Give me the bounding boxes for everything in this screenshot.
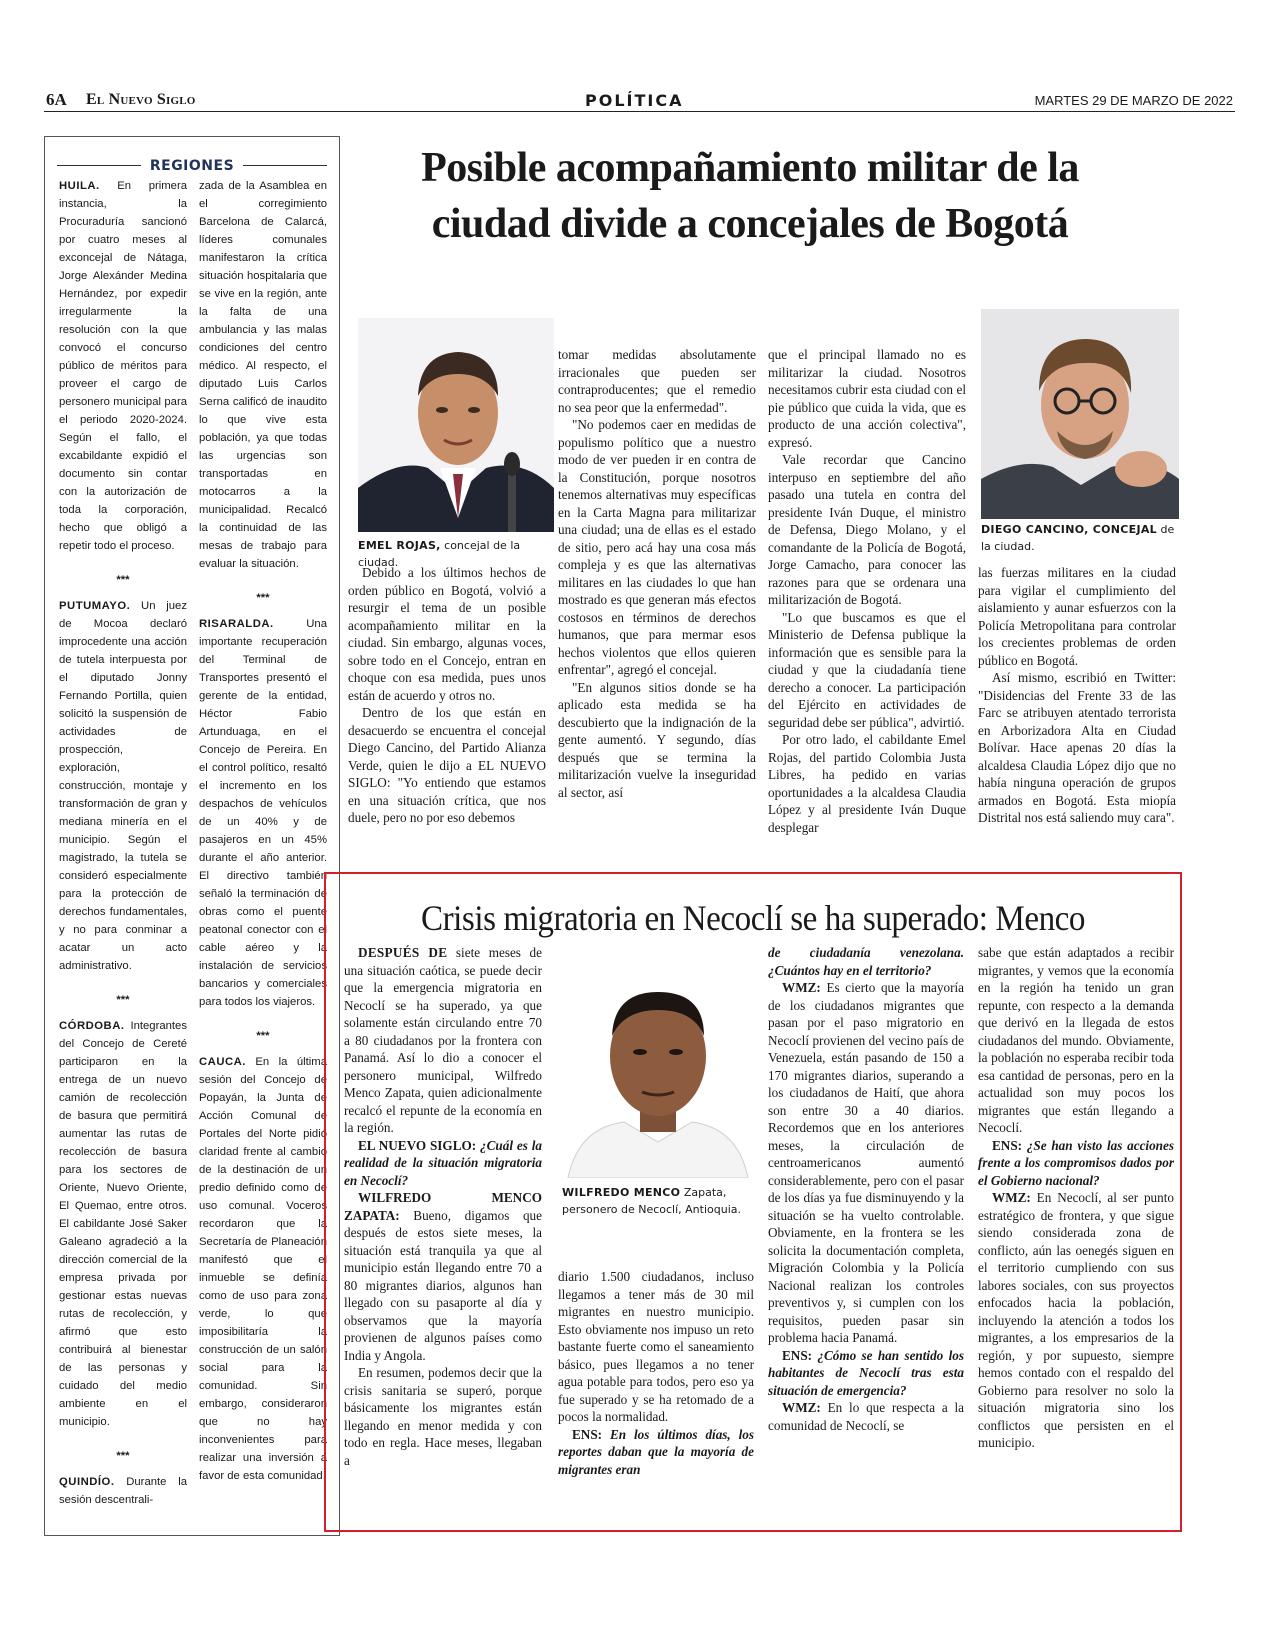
brief-cauca [199,1053,327,1485]
paragraph: Así mismo, escribió en Twitter: "Disidencias del Frente 33 de las Farc se atribuyen atentado terrorista en Arborizadora Alta en Ciudad Bolívar. Hace apenas 20 días la alcaldesa Claudia López dijo que no había ninguna operación de grupos armados en Bogotá. Esta miopía Distrital nos está saliendo muy cara". [978,670,1176,825]
sidebar-column-1 [59,177,187,1519]
speaker: ENS: [782,1347,813,1363]
question-text: ¿Cómo se han sentido los habitantes de Necoclí tras esta situación de emergencia? [768,1347,964,1398]
page-number: 6A [46,90,67,109]
caption-text: de la ciudad. [981,523,1175,553]
article2-column-3 [768,944,964,1434]
brief-quindio [59,1473,187,1509]
paragraph: diario 1.500 ciudadanos, incluso llegamos a tener más de 30 mil migrantes en nuestro municipio. Esto obviamente nos impuso un reto bastante fuerte como el saneamiento básico, pues llegamos a no tener agua potable para todos, pero eso ya fue superado y se ha retomado de a pocos la normalidad. [558,1269,754,1424]
answer-text: En Necoclí, al ser punto estratégico de frontera, y que sigue siendo considerada zona de conflicto, aún las oenegés siguen en el territorio cumpliendo con sus labores sociales, con sus proyectos enfocados hacia la población, incluyendo la atención a todos los migrantes, a los empresarios de la región, y por supuesto, siempre hemos contado con el respaldo del Gobierno para resolver no solo la situación migratoria sino los conflictos que persisten en el municipio. [978,1190,1174,1450]
necocli-article-box [324,872,1182,1532]
newspaper-name: El Nuevo Siglo [86,91,196,108]
paragraph: que el principal llamado no es militarizar la ciudad. Nosotros necesitamos cubrir esta ciudad con el pie público que cuida la vida, que es producto de una acción colectiva", expresó. [768,347,966,450]
paragraph: Por otro lado, el cabildante Emel Rojas, del partido Colombia Justa Libres, ha pedido en varias oportunidades a la alcaldesa Claudia López y al presidente Iván Duque desplegar [768,732,966,835]
speaker: WMZ: [782,1400,821,1415]
brief-text: Una importante recuperación del Terminal de Transportes presentó el gerente de la entidad, Héctor Fabio Artunduaga, en el Concejo de Pereira. En el control político, resaltó el incremento en los despachos de vehículos de un 40% y de pasajeros en un 45% durante el año anterior. El directivo también señaló la terminación de obras como el puente peatonal conector con el cable aéreo y la instalación de servicios bancarios y comerciales para todos los viajeros. [199,618,327,1008]
caption-name: EMEL ROJAS, [358,539,441,552]
photo-caption-menco [562,1184,762,1218]
speaker: WILFREDO MENCO ZAPATA: [344,1190,542,1223]
caption-text: Zapata, personero de Necoclí, Antioquia. [562,1186,741,1216]
speaker: ENS: [572,1426,603,1442]
brief-putumayo [59,597,187,975]
article2-column-2 [558,1268,754,1478]
speaker: EL NUEVO SIGLO: [358,1137,477,1153]
article2-column-1 [344,944,542,1469]
article1-column-3 [768,346,966,836]
diego-cancino-photo [981,309,1179,519]
question [344,1137,542,1190]
paragraph: Dentro de los que están en desacuerdo se encuentra el concejal Diego Cancino, del Partido Alianza Verde, quien le dijo a EL NUEVO SIGLO: "Yo entiendo que estamos en una situación crítica, que nos duele, pero no por eso debemos [348,705,546,825]
answer [768,1399,964,1434]
question-text: ¿Se han visto las acciones frente a los compromisos dados por el Gobierno nacional? [978,1137,1174,1188]
question [768,1347,964,1400]
section-title: POLÍTICA [585,91,684,110]
answer [344,1189,542,1364]
sidebar-title: REGIONES [149,158,235,174]
issue-date: MARTES 29 DE MARZO DE 2022 [1034,93,1233,108]
brief-quindio-continued: zada de la Asamblea en el corregimiento Barcelona de Calarcá, líderes comunales manifestaron la crítica situación hospitalaria que se vive en la región, ante la falta de una ambulancia y las malas condiciones del centro médico. Al respecto, el diputado Luis Carlos Serna calificó de inaudito lo que vive esta población, ya que todas las urgencias son transportadas en motocarros a la municipalidad. Recalcó la continuidad de las mesas de trabajo para evaluar la situación. [199,180,327,570]
region-label: CAUCA. [199,1056,246,1068]
region-label: QUINDÍO. [59,1476,115,1488]
speaker: WMZ: [782,980,821,995]
region-label: RISARALDA. [199,618,274,630]
answer [978,1189,1174,1452]
separator: *** [256,1030,270,1042]
question [978,1137,1174,1190]
portrait-image [558,952,758,1178]
article1-column-4 [978,564,1176,827]
article1-column-1 [348,564,546,827]
speaker: ENS: [992,1137,1023,1153]
paragraph: sabe que están adaptados a recibir migrantes, y vemos que la economía en la región ha tenido un gran repunte, con respecto a la demanda que derivó en la llegada de estos ciudadanos del mundo. Obviamente, la población no esperaba recibir toda esa cantidad de personas, pero en la actualidad son muy pocos los migrantes que están llegando a Necoclí. [978,945,1174,1135]
necocli-headline: Crisis migratoria en Necoclí se ha superado: Menco [420,898,1086,938]
paragraph-text: siete meses de una situación caótica, se puede decir que la emergencia migratoria en Necoclí se ha superado, ya que solamente están circulando entre 70 a 80 ciudadanos por la frontera con Panamá. Así lo dio a conocer el personero municipal, Wilfredo Menco Zapata, quien adicionalmente recalcó el repunte de la economía en la región. [344,945,543,1135]
region-label: PUTUMAYO. [59,600,131,612]
emel-rojas-photo [358,318,554,532]
brief-text: Un juez de Mocoa declaró improcedente una acción de tutela interpuesta por el diputado Jonny Fernando Portilla, quien solicitó la suspensión de actividades de prospección, exploración, construcción, montaje y transformación de gran y mediana minería en el municipio. Según el magistrado, la tutela se consideró especialmente para la protección de derechos fundamentales, y no para conminar a acatar un acto administrativo. [59,600,187,972]
article2-column-4 [978,944,1174,1452]
question-continued: de ciudadanía venezolana. ¿Cuántos hay en el territorio? [768,945,964,978]
paragraph: "No podemos caer en medidas de populismo político que a nuestro modo de ver pueden ir en contra de la Constitución, porque nosotros tenemos alternativas muy específicas en la Carta Magna para militarizar una ciudad; una de ellas es el estado de sitio, pero acá hay una cosa más compleja y es que las alternativas militares en las ciudades lo que han mostrado es que generan más efectos costosos en términos de derechos humanos, que para mermar esos hechos violentos que ellos quieren enfrentar", agregó el concejal. [558,417,756,677]
answer-text: Es cierto que la mayoría de los ciudadanos migrantes que pasan por el paso migratorio en Necoclí provienen del vecino país de Venezuela, están pasando de 150 a 170 migrantes diarios, superando a los ciudadanos de Haití, que ahora son entre 30 a 40 diarios. Recordemos que en los anteriores meses, la circulación de centroamericanos aumentó considerablemente, pero con el pasar de los días ya fue disminuyendo y la situación se ha vuelto controlable. Obviamente, en la frontera se les solicita la documentación completa, Migración Colombia y la Policía Nacional realizan los controles preventivos y, si cumplen con los requisitos, pueden pasar sin problema hacia Panamá. [768,980,964,1345]
main-headline: Posible acompañamiento militar de la ciudad divide a concejales de Bogotá [421,145,1079,247]
paragraph: Vale recordar que Cancino interpuso en septiembre del año pasado una tutela en contra del presidente Iván Duque, el ministro de Defensa, Diego Molano, y el comandante de la Policía de Bogotá, Jorge Camacho, para conocer las razones para que se ordenara una militarización de Bogotá. [768,452,966,607]
article1-column-2 [558,346,756,801]
header-rule [44,111,1235,112]
region-label: CÓRDOBA. [59,1020,125,1032]
separator: *** [256,592,270,604]
lead-words: DESPUÉS DE [358,945,448,960]
sidebar-column-2 [199,177,327,1495]
brief-risaralda [199,615,327,1011]
brief-cordoba [59,1017,187,1431]
brief-text: En primera instancia, la Procuraduría sancionó por cuatro meses al exconcejal de Nátaga, Jorge Alexánder Medina Hernández, por expedir irregularmente la resolución con la que convocó el concurso público de méritos para proveer el cargo de personero municipal para el periodo 2020-2024. Según el fallo, el excabildante expidió el documento sin contar con la autorización de toda la corporación, hecho que obligó a repetir todo el proceso. [59,180,187,552]
region-label: HUILA. [59,180,100,192]
answer-text: En lo que respecta a la comunidad de Necoclí, se [768,1400,964,1433]
portrait-image [981,309,1179,519]
question-text: En los últimos días, los reportes daban que la mayoría de migrantes eran [558,1426,754,1477]
separator: *** [116,574,130,586]
brief-text: Integrantes del Concejo de Cereté participaron en la entrega de un nuevo camión de recolección de basura que permitirá aumentar las rutas de recolección de basura para los sectores de Oriente, Nuevo Oriente, El Quemao, entre otros. El cabildante José Saker Galeano agradeció a la dirección comercial de la empresa privada por gestionar estas nuevas rutas de recolección, y afirmó que esto contribuirá al bienestar de las personas y cuidado del medio ambiente en el municipio. [59,1020,187,1428]
paragraph: las fuerzas militares en la ciudad para vigilar el cumplimiento del aislamiento y aunar esfuerzos con la Policía Metropolitana para controlar los crecientes problemas de orden público en Bogotá. [978,565,1176,668]
brief-huila [59,177,187,555]
paragraph: "Lo que buscamos es que el Ministerio de Defensa publique la información que es sensible para la ciudad y que la ciudadanía tiene derecho a conocer. La participación del Ejército en actividades de seguridad debe ser pública", advirtió. [768,609,966,730]
brief-text: En la última sesión del Concejo de Popayán, la Junta de Acción Comunal de Portales del Norte pidió claridad frente al cambio de la destinación de un predio definido como de uso comunal. Voceros recordaron que la Secretaría de Planeación manifestó que el inmueble se definía como de uso para zona verde, lo que imposibilitaría la construcción de un salón social para la comunidad. Sin embargo, consideraron que no hay inconvenientes para realizar una inversión a favor de esta comunidad. [199,1056,327,1482]
paragraph [344,944,542,1137]
caption-name: WILFREDO MENCO [562,1186,681,1199]
caption-text: concejal de la ciudad. [358,539,521,569]
caption-name: DIEGO CANCINO, CONCEJAL [981,523,1157,536]
photo-caption-right [981,521,1181,555]
wilfredo-menco-photo [558,952,758,1178]
regiones-sidebar [44,136,340,1536]
separator: *** [116,994,130,1006]
portrait-image [358,318,554,532]
answer-text: Bueno, digamos que después de estos siete meses, la situación está tranquila ya que al municipio están llegando entre 70 a 80 migrantes diarios, algunos han llegado con su pasaporte al día y observamos que la mayoría provienen de algunos países como India y Angola. [344,1207,542,1363]
paragraph: "En algunos sitios donde se ha aplicado esta medida se ha descubierto que la indignación de la gente aumentó. Y segundo, días después que se termina la militarización vuelve la inseguridad al sector, así [558,679,756,800]
speaker: WMZ: [992,1190,1031,1205]
paragraph: Debido a los últimos hechos de orden público en Bogotá, volvió a resurgir el tema de un posible acompañamiento militar en la ciudad. Sin embargo, algunas voces, sobre todo en el Concejo, entran en choque con esa medida, pues unos están de acuerdo y otros no. [348,565,546,703]
paragraph: tomar medidas absolutamente irracionales que pueden ser contraproducentes; que el remedio no sea peor que la enfermedad". [558,347,756,415]
separator: *** [116,1450,130,1462]
question-text: ¿Cuál es la realidad de la situación migratoria en Necoclí? [344,1137,542,1188]
paragraph: En resumen, podemos decir que la crisis sanitaria se superó, porque básicamente los migrantes están llegando en menor medida y con todo en regla. Hace meses, llegaban a [344,1365,542,1468]
sidebar-header [55,155,329,175]
answer [768,979,964,1347]
question [558,1426,754,1479]
brief-text: Durante la sesión descentrali- [59,1476,187,1506]
